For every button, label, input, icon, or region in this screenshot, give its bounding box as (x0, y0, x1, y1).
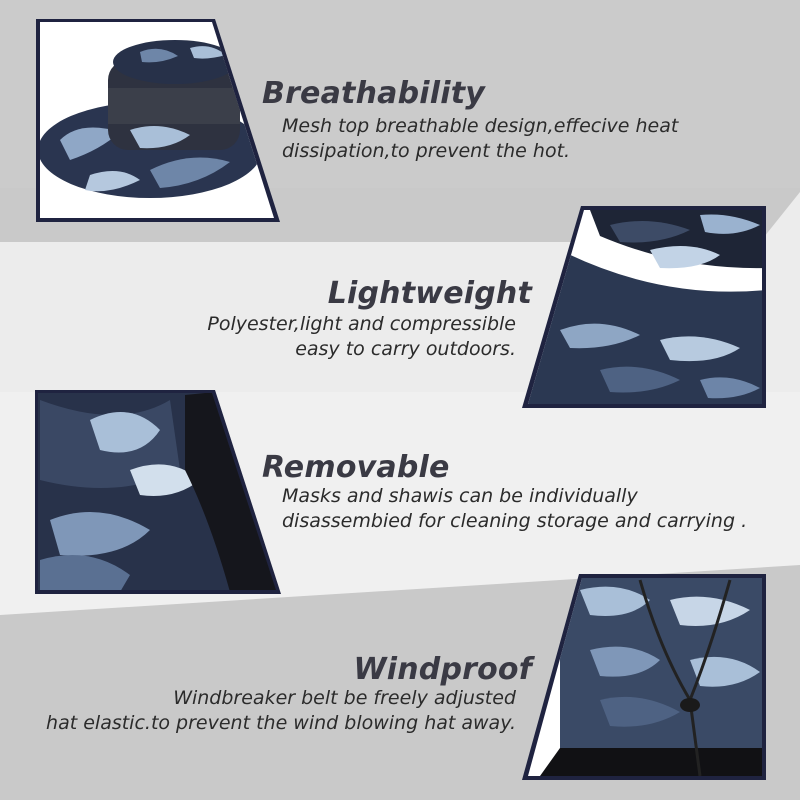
breathability-title: Breathability (262, 76, 486, 111)
lightweight-line-1: Polyester,light and compressible (207, 313, 516, 335)
removable-description (282, 484, 747, 534)
windproof-description (46, 686, 516, 736)
breathability-line-2: dissipation,to prevent the hot. (282, 140, 571, 162)
lightweight-title: Lightweight (327, 276, 532, 311)
removable-line-2: disassembied for cleaning storage and carrying . (282, 510, 748, 532)
windproof-title: Windproof (353, 652, 532, 687)
lightweight-line-2: easy to carry outdoors. (295, 338, 516, 360)
removable-line-1: Masks and shawis can be individually (282, 485, 638, 507)
breathability-description (282, 114, 678, 164)
lightweight-description (207, 312, 516, 362)
removable-title: Removable (262, 450, 450, 485)
windproof-line-1: Windbreaker belt be freely adjusted (173, 687, 516, 709)
windproof-line-2: hat elastic.to prevent the wind blowing hat away. (46, 712, 516, 734)
breathability-line-1: Mesh top breathable design,effecive heat (282, 115, 679, 137)
